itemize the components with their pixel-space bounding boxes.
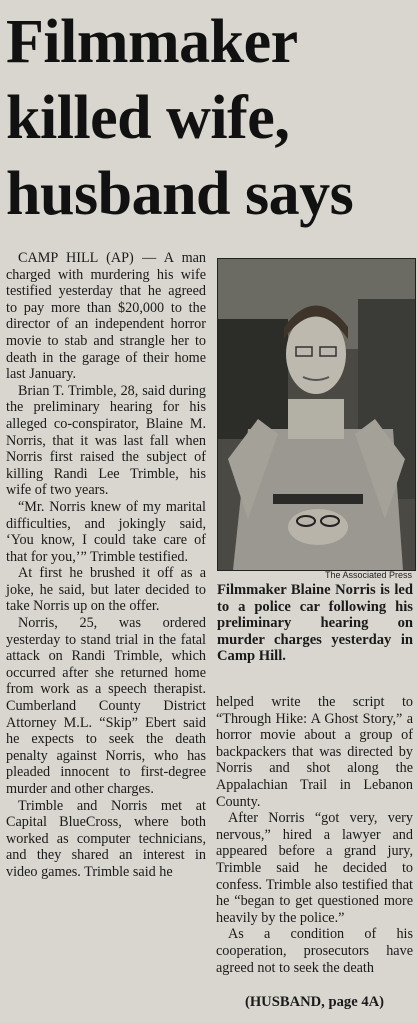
article-paragraph: Brian T. Trimble, 28, said during the preliminary hearing for his alleged co-conspirator, Blaine M. Norris, that it was last fall when Norris first raised the subject of killing Randi Lee Trimble, his wife of two years. [6,382,206,499]
photo-credit: The Associated Press [324,570,412,580]
article-paragraph: Trimble and Norris met at Capital BlueCross, where both worked as computer technicians, and they shared an interest in video games. Trimble said he [6,797,206,880]
jump-line: (HUSBAND, page 4A) [244,994,385,1010]
article-column-left [6,250,206,881]
article-paragraph: helped write the script to “Through Hike: A Ghost Story,” a horror movie about a group of backpackers that was directed by Norris and shot along the Appalachian Trail in Lebanon County. [216,694,413,810]
article-paragraph: CAMP HILL (AP) — A man charged with murdering his wife testified yesterday that he agreed to pay more than $20,000 to the director of an independent horror movie to stab and strangle her to death in the garage of their home last January. [6,250,206,383]
article-paragraph: After Norris “got very, very nervous,” hired a lawyer and appeared before a grand jury, Trimble said he decided to confess. Trimble also testified that he “began to get questioned more heavily by the police.” [216,810,413,926]
headline-line-3: husband says [6,160,354,228]
headline-line-1: Filmmaker [6,8,298,76]
headline [6,4,414,232]
headline-line-2: killed wife, [6,84,290,152]
article-column-right [216,694,413,976]
article-paragraph: As a condition of his cooperation, prosecutors have agreed not to seek the death [216,926,413,976]
news-photo [217,258,416,571]
article-paragraph: “Mr. Norris knew of my marital difficulties, and jokingly said, ‘You know, I could take care of that for you,’” Trimble testified. [6,498,206,565]
article-paragraph: At first he brushed it off as a joke, he said, but later decided to take Norris up on the offer. [6,565,206,615]
photo-caption: Filmmaker Blaine Norris is led to a police car following his preliminary hearing on murder charges yesterday in Camp Hill. [217,582,413,665]
photo-illustration [218,259,415,570]
article-paragraph: Norris, 25, was ordered yesterday to stand trial in the fatal attack on Randi Trimble, which occurred after she returned home from work as a speech therapist. Cumberland County District Attorney M.L. “Skip” Ebert said he expects to seek the death penalty against Norris, who has pleaded innocent to first-degree murder and other charges. [6,615,206,797]
